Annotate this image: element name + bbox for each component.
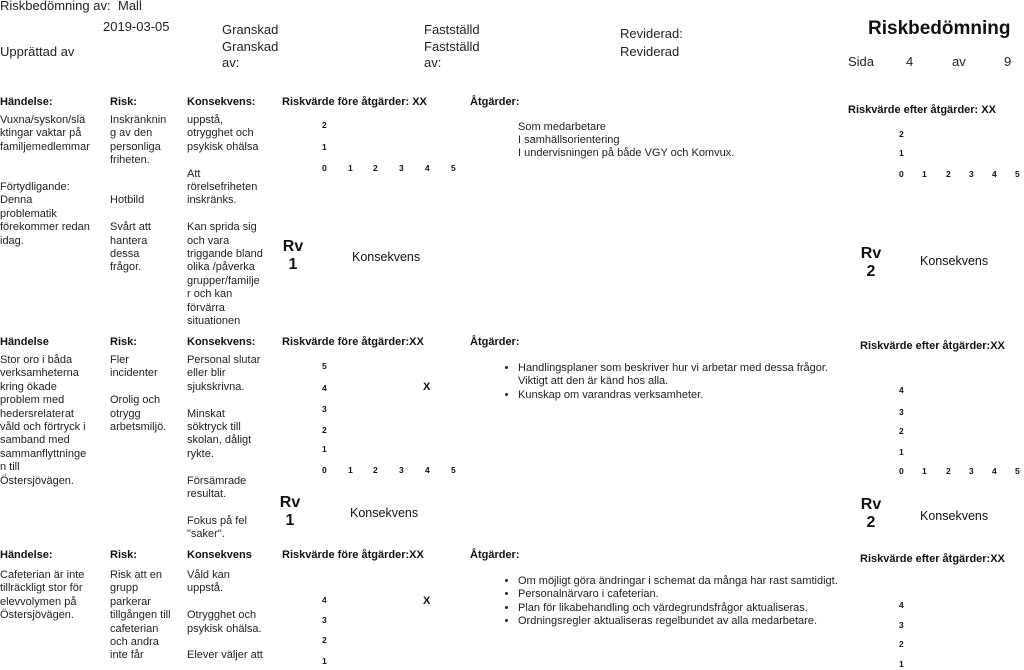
y-tick: 1 bbox=[322, 656, 327, 666]
y-tick: 3 bbox=[899, 407, 904, 417]
y-tick: 4 bbox=[899, 385, 904, 395]
established-by-label: Fastställd av: bbox=[424, 39, 480, 70]
rv-number: 2 bbox=[866, 263, 876, 280]
text-line: Våld kan bbox=[187, 569, 230, 581]
text-line: Elever väljer att bbox=[187, 649, 263, 662]
revised-by-label: Reviderad bbox=[620, 44, 680, 59]
text-line: Cafeterian är inte bbox=[0, 569, 85, 581]
text-line: "saker". bbox=[187, 528, 225, 541]
text-line: idag. bbox=[0, 234, 24, 247]
text-line: situationen bbox=[187, 315, 241, 328]
text-line: kring ökade bbox=[0, 380, 57, 393]
text-line: Fler bbox=[110, 354, 129, 366]
risk-value-before-label: Riskvärde före åtgärder:XX bbox=[282, 549, 424, 561]
text-line: dessa bbox=[110, 248, 140, 261]
consequence-text bbox=[187, 569, 263, 663]
text-line: inskränks. bbox=[187, 194, 237, 207]
risk-value-before bbox=[282, 238, 304, 274]
risk-value-after bbox=[860, 496, 882, 532]
x-tick: 1 bbox=[922, 169, 927, 179]
x-tick: 4 bbox=[992, 169, 997, 179]
text-line: personliga bbox=[110, 140, 161, 153]
actions-label: Åtgärder: bbox=[470, 336, 520, 348]
risk-value-after bbox=[860, 245, 882, 281]
rv-label: Rv bbox=[282, 238, 304, 255]
x-tick: 5 bbox=[451, 465, 456, 475]
event-text bbox=[0, 114, 90, 248]
x-tick: 0 bbox=[322, 163, 327, 173]
text-line: Orolig och bbox=[110, 394, 161, 407]
risk-value-before-label: Riskvärde före åtgärder: XX bbox=[282, 96, 427, 108]
consequence-axis-label: Konsekvens bbox=[350, 506, 419, 520]
x-tick: 5 bbox=[1015, 169, 1020, 179]
x-tick: 1 bbox=[348, 465, 353, 475]
text-line: ktingar vaktar på bbox=[0, 127, 82, 140]
x-tick: 0 bbox=[322, 465, 327, 475]
x-tick: 5 bbox=[451, 163, 456, 173]
rv-label: Rv bbox=[860, 245, 882, 262]
x-tick: 2 bbox=[946, 466, 951, 476]
text-line: uppstå, bbox=[187, 114, 224, 126]
risk-value-after-label: Riskvärde efter åtgärder:XX bbox=[860, 340, 1005, 352]
established-label: Fastställd bbox=[424, 22, 480, 37]
y-tick: 4 bbox=[322, 383, 327, 393]
risk-by-value: Mall bbox=[118, 0, 142, 13]
risk-value-before bbox=[279, 494, 301, 530]
text-line: Svårt att bbox=[110, 221, 151, 234]
x-tick: 2 bbox=[373, 465, 378, 475]
y-tick: 3 bbox=[322, 615, 327, 625]
y-tick: 2 bbox=[899, 639, 904, 649]
y-tick: 3 bbox=[899, 620, 904, 630]
rv-label: Rv bbox=[860, 496, 882, 513]
text-line: Försämrade bbox=[187, 474, 247, 487]
text-line: våld och förtryck i bbox=[0, 421, 86, 434]
text-line: skolan, dåligt bbox=[187, 434, 252, 447]
date-value: 2019-03-05 bbox=[103, 19, 170, 34]
text-line: Personal slutar bbox=[187, 354, 261, 366]
action-item: • Plan för likabehandling och värdegrundsfrågor aktualiseras. bbox=[518, 602, 838, 615]
text-line: Östersjövägen. bbox=[0, 609, 74, 622]
risk-label: Risk: bbox=[110, 549, 137, 561]
page-of-label: av bbox=[952, 54, 966, 69]
risk-text bbox=[110, 569, 171, 663]
text-line: eller blir bbox=[187, 367, 226, 380]
x-tick: 3 bbox=[399, 465, 404, 475]
y-tick: 2 bbox=[322, 120, 327, 130]
text-line: Att bbox=[187, 167, 201, 180]
y-tick: 1 bbox=[899, 447, 904, 457]
rv-number: 2 bbox=[866, 514, 876, 531]
text-line: söktryck till bbox=[187, 421, 241, 434]
page-label: Sida bbox=[848, 54, 875, 69]
text-line: och vara bbox=[187, 234, 230, 247]
x-tick: 3 bbox=[399, 163, 404, 173]
text-line: g av den bbox=[110, 127, 153, 140]
risk-value-before-label: Riskvärde före åtgärder:XX bbox=[282, 336, 424, 348]
y-tick: 1 bbox=[899, 148, 904, 158]
action-item: • Personalnärvaro i cafeterian. bbox=[518, 588, 838, 601]
text-line: Förtydligande: bbox=[0, 181, 70, 193]
risk-label: Risk: bbox=[110, 96, 137, 108]
revised-label: Reviderad: bbox=[620, 26, 683, 41]
action-item: • Handlingsplaner som beskriver hur vi arbetar med dessa frågor. Viktigt att den är känd hos alla. bbox=[518, 362, 828, 389]
text-line: grupper/familje bbox=[187, 274, 260, 287]
text-line: hantera bbox=[110, 234, 148, 247]
page-number: 4 bbox=[906, 54, 914, 69]
action-item: • Om möjligt göra ändringar i schemat da många har rast samtidigt. bbox=[518, 575, 838, 588]
text-line: psykisk ohälsa. bbox=[187, 622, 262, 635]
consequence-axis-label: Konsekvens bbox=[920, 509, 989, 523]
x-tick: 4 bbox=[992, 466, 997, 476]
x-tick: 0 bbox=[899, 466, 904, 476]
page-total: 9 bbox=[1004, 54, 1012, 69]
event-text bbox=[0, 569, 84, 623]
text-line: cafeterian bbox=[110, 622, 159, 635]
rv-number: 1 bbox=[285, 512, 295, 529]
action-item: I samhällsorientering bbox=[518, 134, 620, 146]
text-line: otrygghet och bbox=[187, 127, 254, 140]
y-tick: 2 bbox=[899, 129, 904, 139]
risk-text bbox=[110, 354, 166, 434]
text-line: Östersjövägen. bbox=[0, 474, 74, 487]
x-tick: 2 bbox=[373, 163, 378, 173]
x-tick: 3 bbox=[969, 466, 974, 476]
consequence-label: Konsekvens bbox=[187, 549, 252, 561]
x-tick: 3 bbox=[969, 169, 974, 179]
consequence-text bbox=[187, 114, 263, 328]
risk-mark: X bbox=[423, 595, 431, 607]
x-tick: 1 bbox=[348, 163, 353, 173]
text-line: olika /påverka bbox=[187, 261, 255, 274]
text-line: Fokus på fel bbox=[187, 514, 247, 527]
text-line: hedersrelaterat bbox=[0, 407, 74, 420]
event-label: Händelse bbox=[0, 336, 49, 348]
text-line: familjemedlemmar bbox=[0, 140, 90, 153]
risk-by-label: Riskbedömning av: bbox=[0, 0, 111, 13]
event-label: Händelse: bbox=[0, 96, 53, 108]
reviewed-label: Granskad bbox=[222, 22, 279, 37]
risk-value-after-label: Riskvärde efter åtgärder: XX bbox=[848, 104, 996, 116]
text-line: förvärra bbox=[187, 301, 225, 314]
actions-list bbox=[502, 575, 838, 628]
x-tick: 4 bbox=[425, 465, 430, 475]
y-tick: 4 bbox=[899, 600, 904, 610]
actions-list bbox=[518, 121, 734, 160]
prepared-by-label: Upprättad av bbox=[0, 44, 75, 59]
risk-text bbox=[110, 114, 166, 275]
y-tick: 2 bbox=[899, 426, 904, 436]
x-tick: 0 bbox=[899, 169, 904, 179]
action-item: Som medarbetare bbox=[518, 121, 607, 133]
text-line: Risk att en bbox=[110, 569, 162, 581]
y-tick: 3 bbox=[322, 404, 327, 414]
y-tick: 2 bbox=[322, 635, 327, 645]
text-line: elevvolymen på bbox=[0, 595, 77, 608]
text-line: tillgången till bbox=[110, 609, 171, 622]
text-line: Hotbild bbox=[110, 194, 145, 207]
text-line: och andra bbox=[110, 636, 159, 649]
text-line: resultat. bbox=[187, 488, 227, 501]
risk-mark: X bbox=[423, 381, 431, 393]
consequence-axis-label: Konsekvens bbox=[920, 254, 989, 268]
text-line: otrygg bbox=[110, 407, 141, 420]
event-label: Händelse: bbox=[0, 549, 53, 561]
text-line: rörelsefriheten bbox=[187, 181, 258, 194]
x-tick: 4 bbox=[425, 163, 430, 173]
y-tick: 1 bbox=[322, 444, 327, 454]
text-line: problem med bbox=[0, 394, 65, 407]
text-line: arbetsmiljö. bbox=[110, 421, 167, 434]
rv-number: 1 bbox=[288, 256, 298, 273]
x-tick: 1 bbox=[922, 466, 927, 476]
text-line: uppstå. bbox=[187, 582, 224, 595]
text-line: psykisk ohälsa bbox=[187, 140, 259, 153]
y-tick: 4 bbox=[322, 595, 327, 605]
text-line: rykte. bbox=[187, 447, 214, 460]
document-title: Riskbedömning bbox=[868, 18, 1011, 39]
rv-label: Rv bbox=[279, 494, 301, 511]
text-line: verksamheterna bbox=[0, 367, 79, 380]
text-line: frågor. bbox=[110, 261, 142, 274]
action-item: • Ordningsregler aktualiseras regelbundet av alla medarbetare. bbox=[518, 615, 838, 628]
text-line: problematik bbox=[0, 207, 57, 220]
action-item: • Kunskap om varandras verksamheter. bbox=[518, 389, 828, 402]
event-text bbox=[0, 354, 86, 488]
text-line: Denna bbox=[0, 194, 33, 207]
text-line: förekommer redan bbox=[0, 221, 90, 234]
x-tick: 2 bbox=[946, 169, 951, 179]
reviewed-by-label: Granskad av: bbox=[222, 39, 279, 70]
x-tick: 5 bbox=[1015, 466, 1020, 476]
text-line: Kan sprida sig bbox=[187, 221, 257, 234]
risk-label: Risk: bbox=[110, 336, 137, 348]
y-tick: 2 bbox=[322, 425, 327, 435]
text-line: Stor oro i båda bbox=[0, 354, 73, 366]
actions-label: Åtgärder: bbox=[470, 96, 520, 108]
text-line: Otrygghet och bbox=[187, 609, 257, 622]
text-line: Vuxna/syskon/slä bbox=[0, 114, 86, 126]
text-line: sjukskrivna. bbox=[187, 380, 245, 393]
risk-value-after-label: Riskvärde efter åtgärder:XX bbox=[860, 553, 1005, 565]
consequence-label: Konsekvens: bbox=[187, 96, 256, 108]
action-item: I undervisningen på både VGY och Komvux. bbox=[518, 147, 735, 159]
text-line: sammanflyttninge bbox=[0, 447, 87, 460]
text-line: samband med bbox=[0, 434, 70, 447]
text-line: triggande bland bbox=[187, 248, 263, 261]
text-line: tillräckligt stor för bbox=[0, 582, 83, 595]
text-line: grupp bbox=[110, 582, 139, 595]
actions-list bbox=[502, 362, 828, 402]
text-line: r och kan bbox=[187, 288, 233, 301]
y-tick: 1 bbox=[322, 142, 327, 152]
text-line: inte får bbox=[110, 649, 144, 662]
text-line: incidenter bbox=[110, 367, 158, 380]
text-line: n till bbox=[0, 461, 20, 474]
consequence-label: Konsekvens: bbox=[187, 336, 256, 348]
consequence-axis-label: Konsekvens bbox=[352, 250, 421, 264]
text-line: Minskat bbox=[187, 407, 225, 420]
y-tick: 1 bbox=[899, 659, 904, 669]
text-line: parkerar bbox=[110, 595, 151, 608]
actions-label: Åtgärder: bbox=[470, 549, 520, 561]
text-line: Inskränknin bbox=[110, 114, 167, 126]
consequence-text bbox=[187, 354, 260, 542]
y-tick: 5 bbox=[322, 361, 327, 371]
text-line: friheten. bbox=[110, 154, 150, 167]
